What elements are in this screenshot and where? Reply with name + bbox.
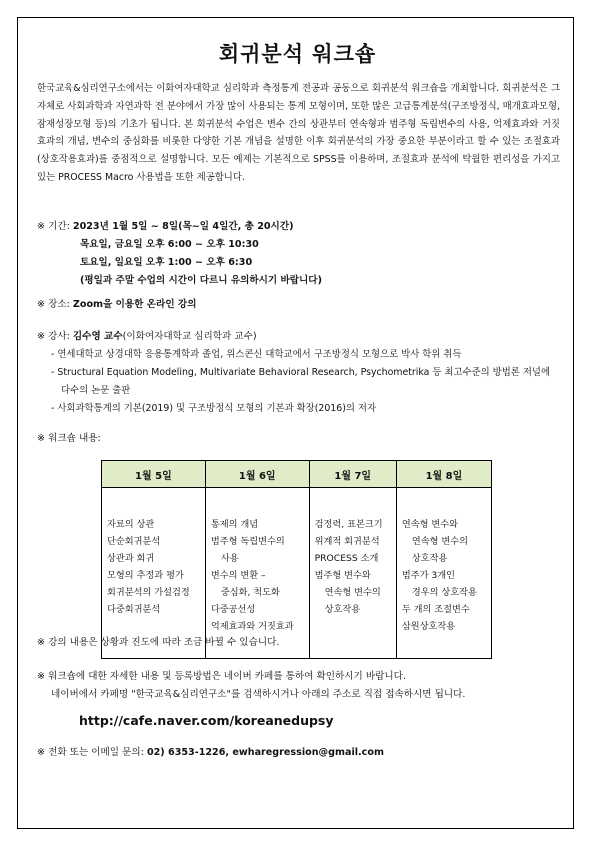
schedule-cell-day1 xyxy=(102,488,206,659)
topic: 연속형 변수의 xyxy=(324,587,381,598)
instructor-bullet: - 연세대학교 상경대학 응용통계학과 졸업, 위스콘신 대학교에서 구조방정식 모형으로 박사 학위 취득 xyxy=(51,349,462,360)
contact-section xyxy=(37,744,384,762)
period-section xyxy=(37,218,322,290)
instructor-bullet-cont: 다수의 논문 출판 xyxy=(61,385,131,396)
topic: 다중공선성 xyxy=(210,604,256,615)
schedule-header: 1월 8일 xyxy=(396,461,491,488)
schedule-cell-day3 xyxy=(309,488,396,659)
cafe-url-link[interactable]: http://cafe.naver.com/koreanedupsy xyxy=(79,713,334,728)
register-section xyxy=(37,668,465,730)
period-weekend: 토요일, 일요일 오후 1:00 ~ 오후 6:30 xyxy=(80,257,253,268)
instructor-name: 김수영 교수 xyxy=(72,331,123,342)
contact-label: ※ 전화 또는 이메일 문의: xyxy=(37,747,147,758)
schedule-table xyxy=(101,460,492,659)
intro-text: 한국교육&심리연구소에서는 이화여자대학교 심리학과 측정통계 전공과 공동으로 회귀분석 워크숍을 개최합니다. 회귀분석은 그 자체로 사회과학과 자연과학 전 분야에서 가장 많이 사용되는 통계 모형이며, 또한 많은 고급통계분석(구조방정식, 매개효과모형, 잠재성장모형 등)의 기초가 됩니다. 본 회귀분석 수업은 변수 간의 상관부터 연속형과 범주형 독립변수의 사용, 억제효과와 거짓효과의 개념, 변수의 중심화를 비롯한 다양한 기본 개념을 설명한 이후 회귀분석의 가장 중요한 부분이라고 할 수 있는 조절효과(상호작용효과)를 중점적으로 설명합니다. 모든 예제는 기본적으로 SPSS를 이용하며, 조절효과 분석에 탁월한 편리성을 가지고 있는 PROCESS Macro 사용법을 또한 제공합니다. xyxy=(37,83,560,183)
venue-value: Zoom을 이용한 온라인 강의 xyxy=(72,299,197,310)
topic: 상호작용 xyxy=(411,553,448,564)
page-title: 회귀분석 워크숍 xyxy=(218,42,377,66)
topic: 상호작용 xyxy=(324,604,361,615)
topic: 범주형 독립변수의 xyxy=(210,536,285,547)
instructor-bullet: - Structural Equation Modeling, Multivariate Behavioral Research, Psychometrika 등 최고수준의 방법론 저널에 xyxy=(51,367,550,378)
topic: 단순회귀분석 xyxy=(107,536,161,547)
topic: PROCESS 소개 xyxy=(314,553,379,564)
instructor-label: ※ 강사: xyxy=(37,331,73,342)
topic: 경우의 상호작용 xyxy=(411,587,477,598)
period-label: ※ 기간: xyxy=(37,221,73,232)
schedule-cell-day2 xyxy=(205,488,309,659)
topic: 위계적 회귀분석 xyxy=(314,536,380,547)
venue-section xyxy=(37,296,196,314)
topic: 변수의 변환 – xyxy=(210,570,266,581)
intro-paragraph xyxy=(37,80,560,187)
contact-value: 02) 6353-1226, ewharegression@gmail.com xyxy=(146,747,384,758)
instructor-section xyxy=(37,328,550,418)
schedule-header-row xyxy=(102,461,492,488)
topic: 자료의 상관 xyxy=(107,519,155,530)
content-label: ※ 워크숍 내용: xyxy=(37,433,101,444)
schedule-header: 1월 7일 xyxy=(309,461,396,488)
period-main: 2023년 1월 5일 ~ 8일(목~일 4일간, 총 20시간) xyxy=(72,221,294,232)
schedule-cell-day4 xyxy=(396,488,491,659)
register-line1: ※ 워크숍에 대한 자세한 내용 및 등록방법은 네이버 카페를 통하여 확인하시기 바랍니다. xyxy=(37,671,406,682)
register-line2: 네이버에서 카페명 "한국교육&심리연구소"를 검색하시거나 아래의 주소로 직접 접속하시면 됩니다. xyxy=(51,689,466,700)
topic: 모형의 추정과 평가 xyxy=(107,570,184,581)
instructor-affiliation: (이화여자대학교 심리학과 교수) xyxy=(122,331,257,342)
venue-label: ※ 장소: xyxy=(37,299,73,310)
schedule-header: 1월 5일 xyxy=(102,461,206,488)
topic: 두 개의 조절변수 xyxy=(401,604,470,615)
topic: 상관과 회귀 xyxy=(107,553,155,564)
topic: 중심화, 척도화 xyxy=(220,587,280,598)
topic: 검정력, 표본크기 xyxy=(314,519,383,530)
topic: 다중회귀분석 xyxy=(107,604,161,615)
topic: 통제의 개념 xyxy=(210,519,259,530)
topic: 회귀분석의 가설검정 xyxy=(107,587,190,598)
schedule-header: 1월 6일 xyxy=(205,461,309,488)
schedule-body-row xyxy=(102,488,492,659)
topic: 범주가 3개인 xyxy=(401,570,455,581)
topic: 삼원상호작용 xyxy=(401,621,456,632)
notice-text: ※ 강의 내용은 상황과 진도에 따라 조금 바뀔 수 있습니다. xyxy=(37,637,280,648)
instructor-bullet: - 사회과학통계의 기본(2019) 및 구조방정식 모형의 기본과 확장(2016)의 저자 xyxy=(51,403,377,414)
period-note: (평일과 주말 수업의 시간이 다르니 유의하시기 바랍니다) xyxy=(80,275,322,286)
topic: 억제효과와 거짓효과 xyxy=(210,621,294,632)
topic: 연속형 변수의 xyxy=(411,536,469,547)
topic: 연속형 변수와 xyxy=(401,519,459,530)
topic: 범주형 변수와 xyxy=(314,570,371,581)
topic: 사용 xyxy=(220,553,239,564)
period-weekday: 목요일, 금요일 오후 6:00 ~ 오후 10:30 xyxy=(80,239,259,250)
